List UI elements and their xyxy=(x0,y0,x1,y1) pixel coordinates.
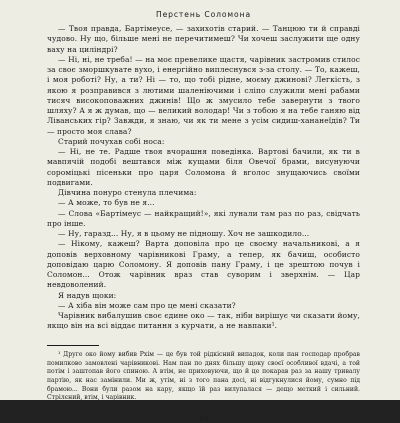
paragraph: — Ні, ні, не треба! — на моє превелике щастя, чарівник застромив стилос за своє зморшкувате вухо, і енергійно виплеснувся з-за столу. — То, кажеш, і моя роботі? Ну, а ти? Ні — то, що тобі рідне, моєму джинові? Легкість, з якою я розправився з лютими шаленіючими і сліпо служили мені рабами тисяч високоповажних джинів! Що ж змусило тебе завернути з твого шляху? А я ж думав, що — великий володар! Чи з тобою я на тебе ганяю від Ліванських гір? Завжди, я знаю, чи як ти мене з усім сидиш-хананеїдів? Ти — просто моя слава? xyxy=(47,54,360,136)
paragraph: — Твоя правда, Бартімеусе, — захихотів старий. — Танцюю ти й справді чудово. Ну що, більше мені не перечитимеш? Чи хочеш заслужити ще одну ваху на циліндрі? xyxy=(47,24,360,54)
running-title: Перстень Соломона xyxy=(155,10,252,19)
paragraph: — А хіба він може сам про це мені сказати? xyxy=(58,300,236,310)
paragraph: — Ні, не те. Радше твоя вчорашня поведінка. Вартові бачили, як ти в мавпячій подобі вештався між кущами біля Овечої брами, висунуючи сороміцькі пісеньки про царя Соломона й вголос знущаючись своїми подвигами. xyxy=(47,147,360,187)
paragraph: — Слова «Бартімеус — найкращий!», які лунали там раз по раз, свідчать про інше. xyxy=(47,208,360,228)
footnote xyxy=(47,351,360,403)
paragraph: — А може, то був не я... xyxy=(58,198,155,208)
footnote-text: ¹ Друге око йому вибив Рхім — це був той рідкісний випадок, коли пан господар пробрав помилково замовлені чарівникові. Нам пан по днях більшу щоку своєї особливої вдачі, а той потім і заштопав його спиною. А втім, не приховуючи, що й це покарав раз за нашу тривалу партію, як нас замінили. Ми ж, утім, ні з того пана досі, ні відгукнулися йому, сумно під брамою... Вони були разом на кару, якщо їй раз вилупалася — дещо меткий і сильний. Стрілєний, втім, і чарівник. xyxy=(47,351,360,402)
main-text xyxy=(47,24,360,332)
paragraph: Дівчина понуро стенула плечима: xyxy=(58,188,197,197)
paragraph: — Нікому, кажеш? Варта доповіла про це своєму начальникові, а я доповів верховному чарівникові Граму, а тепер, як бачиш, особисто доповідаю царю Соломону. Я доповів пану Граму, і це зрештою почув і Соломон... Отож чарівник враз став суворим і зверхнім. — Цар невдоволений. xyxy=(47,239,360,290)
paragraph: — Ну, гаразд... Ну, я в цьому не підношу. Хоч не зашкодило... xyxy=(58,229,310,238)
paragraph: Я надув щоки: xyxy=(58,290,117,300)
paragraph: Чарівник вибалушив своє єдине око — так, ніби вирішує чи сказати йому, якщо він на всі віддає питання з курчати, а не навпаки¹. xyxy=(47,311,360,331)
page-number: 19 xyxy=(198,413,209,423)
paragraph: Старий почухав собі носа: xyxy=(58,136,165,146)
footnote-divider xyxy=(47,345,99,346)
